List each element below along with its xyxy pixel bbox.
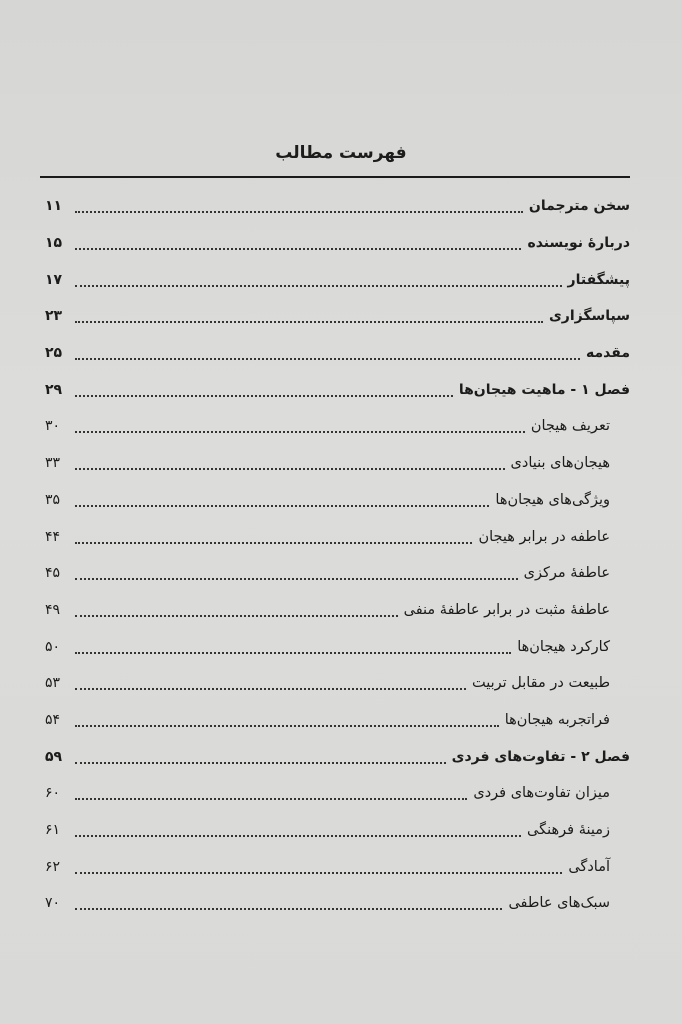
toc-entry-label: طبیعت در مقابل تربیت	[471, 675, 610, 692]
toc-entry	[45, 702, 630, 739]
dot-leader	[75, 201, 523, 213]
dot-leader	[75, 421, 525, 433]
toc-entry	[45, 775, 630, 812]
toc-entry-label: عاطفهٔ مرکزی	[523, 565, 610, 582]
toc-entry	[45, 371, 630, 408]
toc-entry-page: ۲۳	[45, 308, 63, 325]
dot-leader	[75, 715, 499, 727]
dot-leader	[75, 642, 511, 654]
toc-entry	[45, 518, 630, 555]
toc-entry	[45, 408, 630, 445]
toc-entry-label: تعریف هیجان	[530, 418, 610, 435]
dot-leader	[75, 825, 521, 837]
dot-leader	[75, 788, 467, 800]
toc-entry-page: ۶۲	[45, 858, 61, 875]
toc-entry-page: ۷۰	[45, 895, 61, 912]
toc-entry	[45, 812, 630, 849]
dot-leader	[75, 458, 505, 470]
toc-entry	[45, 188, 630, 225]
toc-entry	[45, 445, 630, 482]
dot-leader	[75, 605, 398, 617]
dot-leader	[75, 568, 518, 580]
toc-entry	[45, 482, 630, 519]
toc-entry-page: ۱۷	[45, 271, 63, 288]
toc-entry-page: ۵۳	[45, 675, 61, 692]
dot-leader	[75, 862, 562, 874]
toc-entry-page: ۴۴	[45, 528, 61, 545]
toc-entry-label: سخن مترجمان	[528, 198, 630, 215]
toc-entry	[45, 665, 630, 702]
toc-entry-label: فصل ۱ - ماهیت هیجان‌ها	[458, 381, 630, 398]
dot-leader	[75, 898, 502, 910]
toc-entry-label: فراتجربه هیجان‌ها	[504, 711, 610, 728]
toc-entry-label: مقدمه	[586, 345, 630, 362]
toc-entry	[45, 848, 630, 885]
table-of-contents	[45, 188, 630, 922]
toc-entry-label: زمینهٔ فرهنگی	[527, 822, 610, 839]
toc-entry-page: ۶۱	[45, 822, 61, 839]
toc-entry-page: ۲۹	[45, 381, 63, 398]
toc-entry-page: ۱۱	[45, 198, 63, 215]
toc-entry-page: ۵۹	[45, 748, 63, 765]
title-divider	[40, 176, 630, 178]
dot-leader	[75, 275, 562, 287]
dot-leader	[75, 532, 472, 544]
toc-entry-page: ۵۴	[45, 711, 61, 728]
toc-entry-label: هیجان‌های بنیادی	[510, 455, 610, 472]
toc-entry-label: دربارهٔ نویسنده	[527, 235, 630, 252]
toc-entry-label: سپاسگزاری	[548, 308, 630, 325]
page-title: فهرست مطالب	[275, 143, 407, 163]
dot-leader	[75, 495, 489, 507]
toc-entry-page: ۳۰	[45, 418, 61, 435]
dot-leader	[75, 678, 466, 690]
toc-entry	[45, 335, 630, 372]
toc-entry-page: ۵۰	[45, 638, 61, 655]
toc-entry	[45, 261, 630, 298]
toc-entry-page: ۲۵	[45, 345, 63, 362]
toc-entry-page: ۴۹	[45, 601, 61, 618]
toc-entry-label: کارکرد هیجان‌ها	[517, 638, 610, 655]
toc-entry-label: فصل ۲ - تفاوت‌های فردی	[451, 748, 630, 765]
toc-entry	[45, 885, 630, 922]
toc-entry-page: ۳۳	[45, 455, 61, 472]
toc-entry-label: میزان تفاوت‌های فردی	[473, 785, 610, 802]
dot-leader	[75, 238, 521, 250]
toc-entry	[45, 225, 630, 262]
toc-entry-label: ویژگی‌های هیجان‌ها	[495, 491, 610, 508]
toc-entry-label: پیشگفتار	[567, 271, 630, 288]
toc-entry-label: عاطفهٔ مثبت در برابر عاطفهٔ منفی	[403, 601, 610, 618]
toc-entry-page: ۴۵	[45, 565, 61, 582]
toc-entry	[45, 555, 630, 592]
toc-entry	[45, 738, 630, 775]
toc-entry-page: ۶۰	[45, 785, 61, 802]
dot-leader	[75, 311, 543, 323]
toc-entry	[45, 628, 630, 665]
dot-leader	[75, 752, 446, 764]
toc-entry-label: سبک‌های عاطفی	[508, 895, 610, 912]
dot-leader	[75, 385, 453, 397]
toc-entry-label: عاطفه در برابر هیجان	[478, 528, 610, 545]
toc-entry	[45, 592, 630, 629]
toc-entry-page: ۱۵	[45, 235, 63, 252]
toc-entry	[45, 298, 630, 335]
toc-entry-page: ۳۵	[45, 491, 61, 508]
toc-entry-label: آمادگی	[568, 858, 610, 875]
dot-leader	[75, 348, 580, 360]
